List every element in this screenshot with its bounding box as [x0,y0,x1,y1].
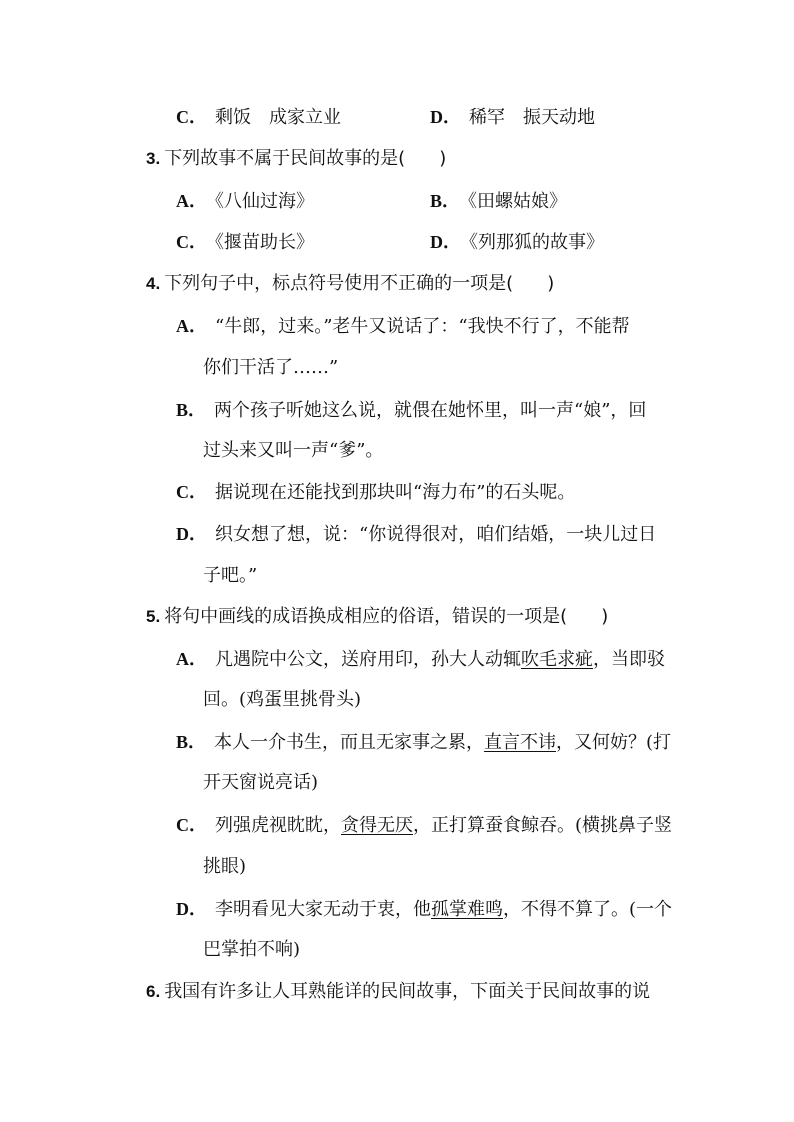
q5-option-b [176,730,671,755]
q4-option-a-cont: 你们干活了……” [203,357,339,378]
option-text: 列强虎视眈眈， [215,815,341,836]
q5-option-c-cont: 挑眼) [203,856,247,877]
underlined-idiom: 贪得无厌 [341,815,413,836]
q4-option-b [176,398,646,423]
paren-close: ) [601,606,609,627]
option-label: C． [176,232,207,252]
option-text: 两个孩子听她这么说，就偎在她怀里，叫一声“娘”，回 [214,400,647,421]
question-text: 将句中画线的成语换成相应的俗语，错误的一项是( [164,606,568,627]
q5-stem [146,605,608,629]
q3-option-d [430,230,604,255]
q5-option-d-cont: 巴掌拍不响) [203,939,301,960]
q3-option-c [176,230,314,255]
question-number: 6. [146,982,161,1001]
underlined-idiom: 孤掌难鸣 [431,899,503,920]
q4-option-a [176,314,630,339]
option-text: 《列那狐的故事》 [469,232,604,253]
q2-option-c [176,105,341,130]
option-label: C． [176,482,207,502]
q3-stem [146,147,446,171]
question-number: 5. [146,607,161,626]
option-text: 剩饭 成家立业 [215,107,341,128]
option-label: D． [176,524,207,544]
q5-option-b-cont: 开天窗说亮话) [203,772,319,793]
option-text: “牛郎，过来。”老牛又说话了：“我快不行了，不能帮 [215,316,630,337]
q5-option-a [176,647,665,672]
option-label: B． [176,732,207,752]
option-text: 稀罕 振天动地 [469,107,595,128]
underlined-idiom: 吹毛求疵 [521,649,593,670]
option-label: D． [430,107,461,127]
option-text: 《田螺姑娘》 [468,191,568,212]
q4-option-b-cont: 过头来又叫一声“爹”。 [203,440,384,461]
option-text-tail: ，不得不算了。(一个 [503,899,673,920]
option-label: A． [176,316,207,336]
q3-option-a [176,189,314,214]
option-text: 凡遇院中公文，送府用印，孙大人动辄 [215,649,521,670]
question-text: 下列故事不属于民间故事的是( [164,148,406,169]
question-number: 4. [146,274,161,293]
q6-stem [146,980,650,1004]
question-text: 下列句子中，标点符号使用不正确的一项是( [164,273,514,294]
option-label: C． [176,815,207,835]
option-text: 本人一介书生，而且无家事之累， [214,732,485,753]
option-text-tail: ，正打算蚕食鲸吞。(横挑鼻子竖 [413,815,673,836]
q4-option-d-cont: 子吧。” [203,565,258,586]
question-number: 3. [146,149,161,168]
paren-close: ) [547,273,555,294]
q4-option-d [176,522,656,547]
option-label: A． [176,649,207,669]
option-text: 织女想了想，说：“你说得很对，咱们结婚，一块儿过日 [215,524,657,545]
option-text: 《揠苗助长》 [215,232,314,253]
option-text-tail: ，又何妨？(打 [556,732,672,753]
option-label: B． [430,191,461,211]
option-label: C． [176,107,207,127]
q5-option-a-cont: 回。(鸡蛋里挑骨头) [203,689,362,710]
q4-stem [146,272,554,296]
option-label: B． [176,400,207,420]
option-label: D． [176,899,207,919]
option-text: 李明看见大家无动于衷，他 [215,899,431,920]
option-text-tail: ，当即驳 [593,649,665,670]
q2-option-d [430,105,595,130]
option-label: D． [430,232,461,252]
q4-option-c [176,480,575,505]
option-text: 据说现在还能找到那块叫“海力布”的石头呢。 [215,482,576,503]
underlined-idiom: 直言不讳 [484,732,557,753]
paren-close: ) [439,148,447,169]
q3-option-b [430,189,567,214]
question-text: 我国有许多让人耳熟能详的民间故事，下面关于民间故事的说 [164,981,651,1002]
q5-option-c [176,813,672,838]
q5-option-d [176,897,672,922]
option-label: A． [176,191,207,211]
option-text: 《八仙过海》 [215,191,314,212]
